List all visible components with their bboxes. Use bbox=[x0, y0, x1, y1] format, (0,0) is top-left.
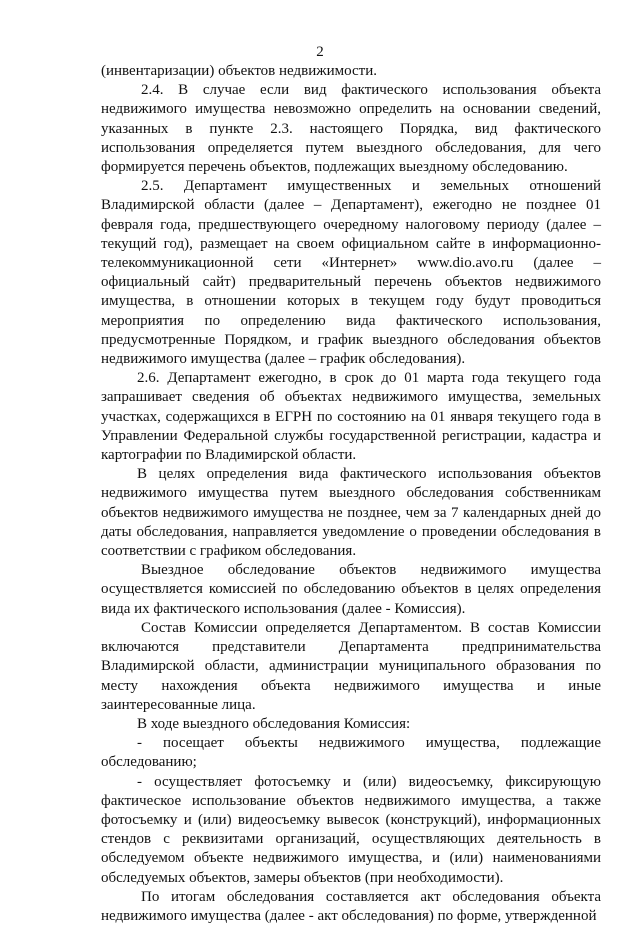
list-item-visit: - посещает объекты недвижимого имущества, подлежащие обследованию; bbox=[101, 735, 601, 771]
paragraph-commission: Выездное обследование объектов недвижимого имущества осуществляется комиссией по обследованию объектов в целях определения вида их фактического использования (далее - Комиссия). bbox=[101, 562, 601, 617]
paragraph-2-5: 2.5. Департамент имущественных и земельных отношений Владимирской области (далее – Департамент), ежегодно не позднее 01 февраля года, предшествующего очередному налоговому периоду (далее – текущий год), размещает на своем официальном сайте в информационно-телекоммуникационной сети «Интернет» www.dio.avo.ru (далее – официальный сайт) предварительный перечень объектов недвижимого имущества, в отношении которых в текущем году будут проводиться мероприятия по определению вида фактического использования, предусмотренные Порядком, и график выездного обследования объектов недвижимого имущества (далее – график обследования). bbox=[101, 178, 601, 368]
paragraph-2-4: 2.4. В случае если вид фактического использования объекта недвижимого имущества невозможно определить на основании сведений, указанных в пункте 2.3. настоящего Порядка, вид фактического использования определяется путем выездного обследования, для чего формируется перечень объектов, подлежащих выездному обследованию. bbox=[101, 82, 601, 176]
paragraph-act: По итогам обследования составляется акт обследования объекта недвижимого имущества (далее - акт обследования) по форме, утвержденной bbox=[101, 888, 601, 924]
paragraph-continuation: (инвентаризации) объектов недвижимости. bbox=[101, 63, 377, 79]
paragraph-notification: В целях определения вида фактического использования объектов недвижимого имущества путем выездного обследования собственникам объектов недвижимого имущества не позднее, чем за 7 календарных дней до даты обследования, направляется уведомление о проведении обследования в соответствии с графиком обследования. bbox=[101, 466, 601, 560]
list-item-photo: - осуществляет фотосъемку и (или) видеосъемку, фиксирующую фактическое использование объектов недвижимого имущества, а также фотосъемку и (или) видеосъемку вывесок (конструкций), информационных стендов с реквизитами организаций, осуществляющих деятельность в обследуемом объекте недвижимого имущества, и (или) наименованиями обследуемых объектов, замеры объектов (при необходимости). bbox=[101, 773, 601, 886]
paragraph-inspection-intro: В ходе выездного обследования Комиссия: bbox=[137, 715, 411, 732]
document-body bbox=[101, 62, 601, 926]
page-number: 2 bbox=[316, 44, 324, 60]
paragraph-2-6: 2.6. Департамент ежегодно, в срок до 01 марта года текущего года запрашивает сведения об объектах недвижимого имущества, земельных участках, содержащихся в ЕГРН по состоянию на 01 января текущего года в Управлении Федеральной службы государственной регистрации, кадастра и картографии по Владимирской области. bbox=[101, 370, 601, 464]
paragraph-commission-composition: Состав Комиссии определяется Департаментом. В состав Комиссии включаются представители Департамента предпринимательства Владимирской области, администрации муниципального образования по месту нахождения объекта недвижимого имущества и иные заинтересованные лица. bbox=[101, 619, 601, 713]
